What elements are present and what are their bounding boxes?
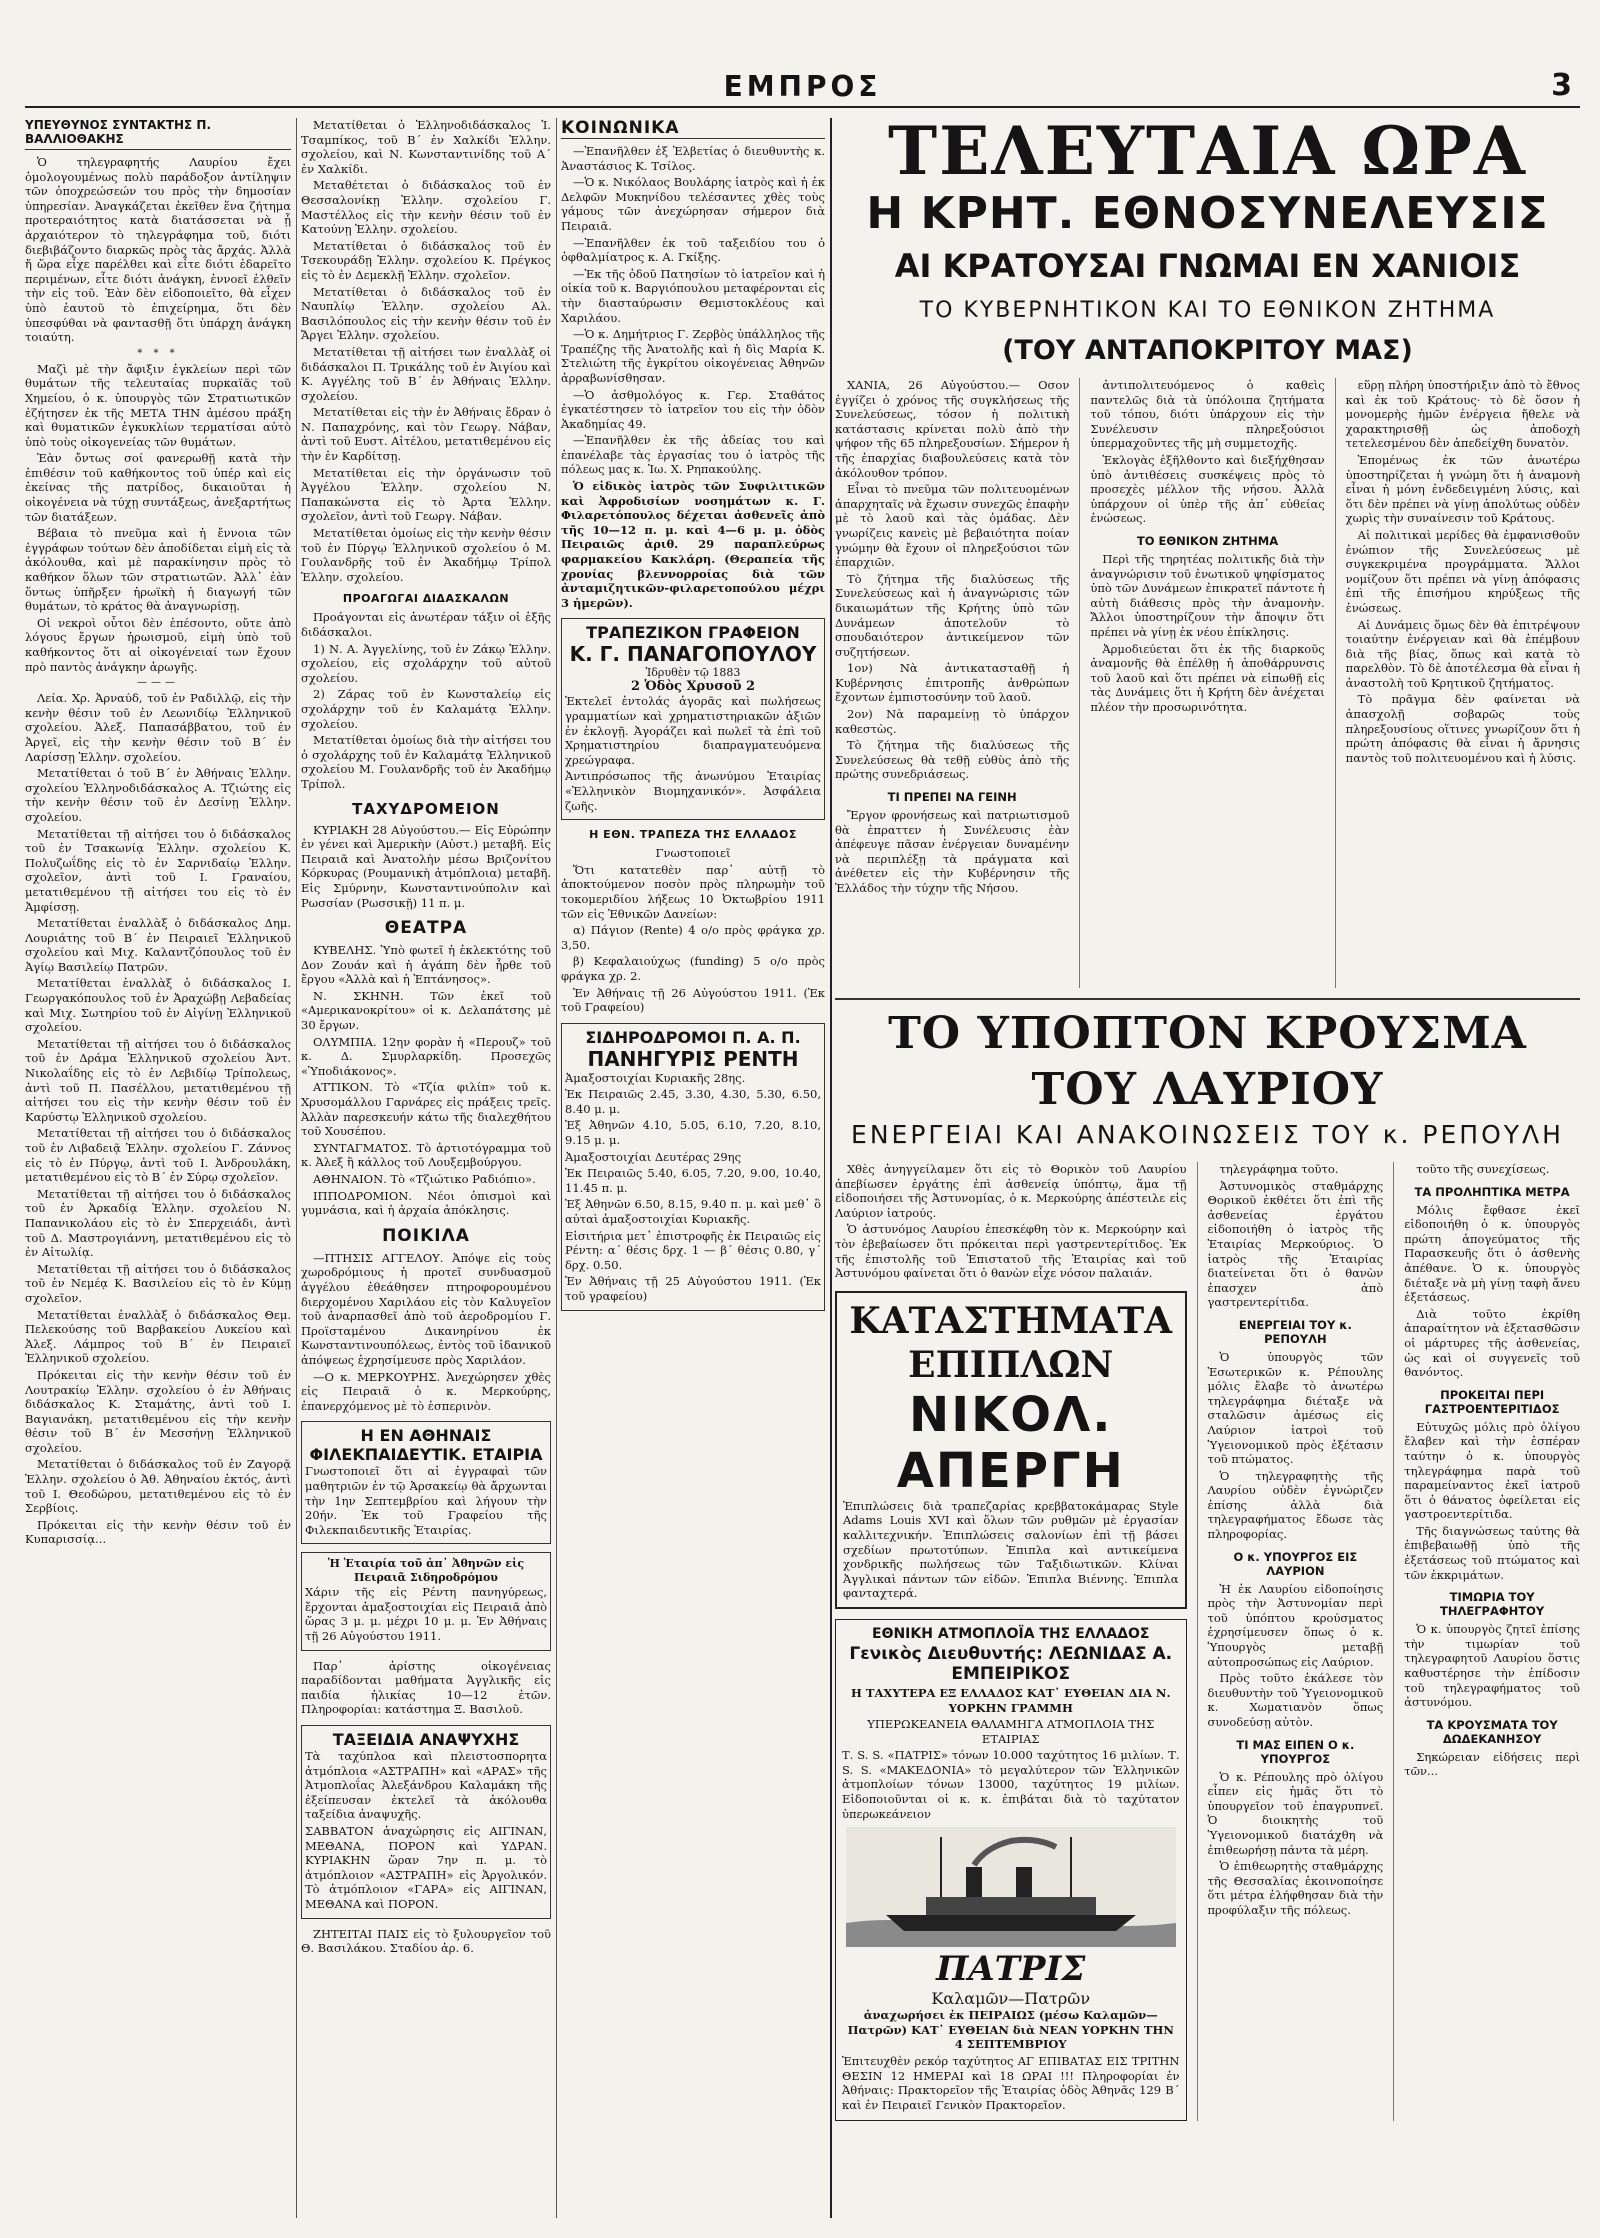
article-paragraph: Μετατίθεται ἐναλλὰξ ὁ διδάσκαλος Ι. Γεωργακόπουλος τοῦ ἐν Ἀραχώβῃ Λεβαδείας καὶ Μιχ. Σωτηρίου τοῦ ἐν Αἰγίνῃ Ἑλληνικοῦ σχολείου. — [25, 976, 291, 1035]
article-paragraph: Μόλις ἔφθασε ἐκεῖ εἰδοποιήθη ὁ κ. ὑπουργὸς πρώτη ἀπογεύματος τῆς Παρασκευῆς ὅτι ὁ ἀσθενὴς ἀπέθανε. Ὁ κ. ὑπουργὸς διέταξε νὰ μὴ γίνῃ ταφὴ ἄνευ ἐξετάσεως. — [1404, 1202, 1580, 1305]
article-paragraph: Προάγονται εἰς ἀνωτέραν τάξιν οἱ ἑξῆς διδάσκαλοι. — [301, 610, 551, 639]
article-paragraph: 2) Ζάρας τοῦ ἐν Κωνσταλείῳ εἰς σχολάρχην τοῦ ἐν Καλαμάτᾳ Ἑλλην. σχολείου. — [301, 687, 551, 731]
article-paragraph: εὕρῃ πλήρη ὑποστήριξιν ἀπὸ τὸ ἔθνος καὶ ἐκ τοῦ Κράτους· τὸ δὲ ὅσον ἡ μονομερὴς ἡμῶν ἐνέργεια ἤθελε νὰ χαρακτηρισθῇ ὡς ἀποδοχὴ τετελεσμένου δὲν ἀπεδείχθη δυνατὸν. — [1345, 378, 1580, 451]
section-heading: ΤΑΧΥΔΡΟΜΕΙΟΝ — [352, 799, 500, 818]
notice-text: Ἐν Ἀθήναις τῇ 25 Αὐγούστου 1911. (Ἐκ τοῦ γραφείου) — [565, 1274, 821, 1303]
separator: * * * — [137, 347, 179, 359]
article-paragraph: Τὸ πρᾶγμα δὲν φαίνεται νὰ ἀπασχολῇ σοβαρῶς τοὺς πληρεξουσίους οἵτινες γνωρίζουν ὅτι ἡ πρώτη ἀπόφασις θὰ εἶναι ἡ ἄρνησις παντὸς τοῦ πολιτευομένου καὶ ἡ λύσις. — [1345, 692, 1580, 765]
article-paragraph: Μετατίθεται εἰς τὴν ὀργάνωσιν τοῦ Ἀγγέλου Ἑλλην. σχολείου Ν. Παπακώνστα εἰς τὸ Ἀρτα Ἑλλην. σχολεῖον, ἀντὶ τοῦ Γεωργ. Νάβαν. — [301, 465, 551, 524]
article-paragraph: Ἐκλογὰς ἐξῆλθοντο καὶ διεξήχθησαν ὑπὸ ἀντιθέσεις συσκέψεις πρὸς τὸ προσεχὲς μέλλον τῆς νήσου. Ἀλλὰ ὑπάρχουν οἱ ὑπὲρ τῆς ἀπ᾽ εὐθείας ἑνώσεως. — [1090, 452, 1325, 526]
notice-text: Ἐξ Ἀθηνῶν 6.50, 8.15, 9.40 π. μ. καὶ μεθ᾽ ὃ αὐταὶ ἀμαξοστοιχίαι Κυριακῆς. — [565, 1197, 821, 1227]
ship-hull — [886, 1915, 1136, 1931]
article-paragraph: τοῦτο τῆς συνεχίσεως. — [1416, 1162, 1550, 1176]
article-paragraph: Ὁ τηλεγραφητής Λαυρίου ἔχει ὁμολογουμένως πολὺ παράδοξον ἀντίληψιν τῶν ὁποχρεώσεών του πρὸς τὴν δημοσίαν ὑπηρεσίαν. Ἀναγκάζεται ἐκεῖθεν ἕνα ζήτημα προτεραιότητος κατὰ διατάσσεται νὰ ᾖ ἀρχαιότερον τὸ τηλεγράφημα τοῦ, διότι διεβιβάζοντο διαρκῶς πρὸς τὰς ἄρχάς. Ἀλλὰ ἤ ὥρα εἶχε παρέλθει καὶ εἶτε διότι ἐδαρεῖτο περιμένων, εἶτε διότι ἀνάγκη, ἐννοεῖ ἐλθεῖν τὴν εἰς τοῦ. Ἐὰν δὲν εἰδοποιεῖτο, θὰ εἶχεν ὑπὸ ἑαυτοῦ τὸ ἐπιχείρημα, ὅτι δὲν ὑπεσφύθαι νὰ φαντασθῇ ὅτι ὑπάρχη ἀνάγκη τοιαύτη. — [25, 155, 291, 345]
notice-text: ΣΑΒΒΑΤΟΝ ἀναχώρησις εἰς ΑΙΓΙΝΑΝ, ΜΕΘΑΝΑ, ΠΟΡΟΝ καὶ ΥΔΡΑΝ. ΚΥΡΙΑΚΗΝ ὥραν 7ην π. μ. τὸ ἀτμόπλοιον «ΑΣΤΡΑΠΗ» εἰς Ἀργολικόν. Τὸ ἀτμόπλοιον «ΓΑΡΑ» εἰς ΑΙΓΙΝΑΝ, ΜΕΘΑΝΑ καὶ ΠΟΡΟΝ. — [305, 1824, 547, 1911]
column-3 — [561, 118, 825, 2218]
article-paragraph: Μετατίθεται ὁ διδάσκαλος τοῦ ἐν Ζαγορᾷ Ἑλλην. σχολείου ὁ Ἀθ. Ἀθηναίου ἐκτός, ἀντὶ τοῦ Ι. Θεοδώρου, μετατιθεμένου εἰς τὸ ἐν Σερβίοις. — [25, 1457, 291, 1516]
notice-heading: ΠΑΝΗΓΥΡΙΣ ΡΕΝΤΗ — [587, 1046, 799, 1071]
notice-text: Τὰ ταχύπλοα καὶ πλειστοσπορητα ἀτμόπλοια «ΑΣΤΡΑΠΗ» καὶ «ΑΡΑΣ» τῆς Ἀτμοπλοΐας Ἀλεξάνδρου Καλαμάκη τῆς ἐξείπευσαν ἐκτελεῖ τὰ ἀκόλουθα ταξείδια ἀναψυχῆς. — [305, 1749, 547, 1822]
article-paragraph: Ὁ τηλεγραφητὴς τῆς Λαυρίου οὐδὲν ἐγνώριζεν ἐπίσης ἀλλὰ διὰ τηλεγραφήματος ἔδωσε τὰς πληροφορίας. — [1207, 1468, 1384, 1542]
article-paragraph: β) Κεφαλαιούχως (funding) 5 ο/ο πρὸς φράγκα χρ. 2. — [561, 954, 825, 983]
article-subheading: ΤΟ ΕΘΝΙΚΟΝ ΖΗΤΗΜΑ — [1136, 533, 1279, 548]
ad-text: Ἐπιπλώσεις διὰ τραπεζαρίας κρεββατοκάμαρας Style Adams Louis XVI καὶ ὅλων τῶν ρυθμῶν μὲ ἐργασίαν καλλιτεχνικήν. Ἐπιπλώσεις σαλονίων ἐπὶ τῇ βάσει σχεδίων πρωτοτύπων. Ἐπιπλα καὶ αντικείμενα χονδρικῆς πωλήσεως τῶν Ταξιδιωτικῶν. Κλίναι Ἀγγλικαὶ πάντων τῶν εἰδῶν. Ἐπιπλα Βιέννης. Ἐπιπλα φανταχτερά. — [843, 1498, 1179, 1601]
notice-text: Χάριν τῆς εἰς Ρέντη πανηγύρεως, ἔρχονται ἀμαξοστοιχίαι εἰς Πειραιᾶ ἀπὸ ὥρας 3 μ. μ. μέχρι 10 μ. μ. Ἐν Ἀθήναις τῇ 26 Αὐγούστου 1911. — [305, 1585, 547, 1644]
article-column-wide — [835, 1162, 1187, 2121]
article-paragraph: Τὸ ζήτημα τῆς διαλύσεως τῆς Συνελεύσεως καὶ ἡ ἀναγνώρισις τῶν δικαιωμάτων τῆς Κρήτης ὑπὸ τῶν Δυνάμεων ἀποτελοῦν τὸ σπουδαιότερον ἀντικείμενον τῶν συζητήσεων. — [835, 571, 1070, 659]
article-paragraph: ΑΘΗΝΑΙΟΝ. Τὸ «Τζιώτικο Ραδιόπιο». — [313, 1172, 536, 1186]
article-paragraph: Μετατίθεται ὁ διδάσκαλος τοῦ ἐν Ναυπλίῳ Ἑλλην. σχολείου Αλ. Βασιλόπουλος εἰς τὴν κενὴν θέσιν τοῦ ἐν Ἄργει Ἑλλην. σχολείου. — [301, 284, 551, 343]
separator: ——— — [137, 677, 179, 689]
article-paragraph: Εὐτυχῶς μόλις πρὸ ὀλίγου ἔλαβεν καὶ τὴν ἐσπέραν ταύτην ὁ κ. ὑπουργὸς τηλεγράφημα παρὰ τοῦ παραμείναντος ἐκεῖ ἰατροῦ ὅτι ὁ θάνατος ὀφείλεται εἰς γαστροεντερίτιδα. — [1404, 1419, 1580, 1522]
notice-text: Ἐκ Πειραιῶς 2.45, 3.30, 4.30, 5.30, 6.50, 8.40 μ. μ. — [565, 1087, 821, 1116]
article-paragraph: Ὁ κ. Ρέπουλης πρὸ ὀλίγου εἶπεν εἰς ἡμᾶς ὅτι τὸ ὑπουργεῖον τοῦ ἐπαγρυπνεῖ. Ὁ διοικητὴς τοῦ Ὑγειονομικοῦ διατάχθη νὰ ἐπιθεωρήσῃ πάντα τὰ μέρη. — [1207, 1769, 1384, 1857]
article-column — [1079, 378, 1324, 988]
article-subheading: ΕΝΕΡΓΕΙΑΙ ΤΟΥ κ. ΡΕΠΟΥΛΗ — [1238, 1317, 1352, 1346]
column-rule — [296, 118, 297, 2218]
ship-route: Καλαμῶν—Πατρῶν — [931, 1989, 1091, 2009]
ad-heading: ΚΑΤΑΣΤΗΜΑΤΑ ΕΠΙΠΛΩΝ — [849, 1299, 1173, 1386]
article-column — [1197, 1162, 1384, 2121]
article-paragraph: Μετατίθεται ὁ Ἑλληνοδιδάσκαλος Ἰ. Τσαμπίκος, τοῦ Β΄ ἐν Χαλκίδι Ἑλλην. σχολείου, καὶ Ν. Κωνσταντινίδης τοῦ Α΄ ἐν Χαλκίδι. — [301, 118, 551, 176]
article-paragraph: Μετατίθεται ὁμοίως διὰ τὴν αἰτήσει του ὁ σχολάρχης τοῦ ἐν Καλαμάτᾳ Ἑλληνικοῦ σχολείου Μ. Γουλανδρῆς τοῦ ἐν Ἀκαδήμῳ Τρίπολ. — [301, 733, 551, 791]
article-paragraph: Λεία. Χρ. Ἀρναύδ, τοῦ ἐν Ραδιλλῷ, εἰς τὴν κενὴν θέσιν τοῦ ἐν Λεωνιδίῳ Ἑλληνικοῦ σχολείου. Ἀλεξ. Παπασάββατου, τοῦ ἐν Ἀργεῖ, εἰς τὴν κενὴν θέσιν τοῦ Β΄ ἐν Λαρίσσῃ Ἑλλην. σχολείου. — [25, 691, 291, 764]
railway-notice — [561, 1023, 825, 1311]
article-paragraph: Μετατίθεται τῇ αἰτήσει του ὁ διδάσκαλος τοῦ ἐν Λιβαδειᾷ Ἑλλην. σχολείου Γ. Ζάννος εἰς τὸ ἐν Πύργῳ, ἀντὶ τοῦ Ι. Ἀνδρουλάκη, μετατιθεμένου εἰς τὸ Β΄ ἐν Σύρῳ σχολεῖον. — [25, 1126, 291, 1185]
notice-text: Ἐκ Πειραιῶς 5.40, 6.05, 7.20, 9.00, 10.40, 11.45 π. μ. — [565, 1166, 821, 1195]
notice-box — [301, 1552, 551, 1650]
editor-byline: ΥΠΕΥΘΥΝΟΣ ΣΥΝΤΑΚΤΗΣ Π. ΒΑΛΛΙΟΘΑΚΗΣ — [25, 118, 291, 150]
notice-text: Εἰσιτήρια μετ᾽ ἐπιστροφῆς ἐκ Πειραιῶς εἰς Ρέντη: α΄ θέσις δρχ. 1 — β΄ θέσις 0.80, γ΄ δρχ. 0.50. — [565, 1228, 821, 1272]
section-heading: ΘΕΑΤΡΑ — [384, 918, 468, 939]
article-column — [835, 378, 1069, 988]
article-paragraph: ΧΑΝΙΑ, 26 Αὐγούστου.— Οσον ἐγγίζει ὁ χρόνος τῆς συγκλήσεως τῆς Συνελεύσεως, τόσον ἡ πολιτικὴ κατάστασις κρίνεται πολὺ ἀπὸ τὴν ψήφον τῆς 65 πληρεξουσίων. Σήμερον ἡ τῆς ἐπαρχίας διαβουλεύσεις κατὰ τὸν ἀκόλουθον τρόπον. — [835, 378, 1070, 480]
ad-heading: ΤΡΑΠΕΖΙΚΟΝ ΓΡΑΦΕΙΟΝ — [586, 623, 800, 643]
article-subheading: ΤΑ ΠΡΟΛΗΠΤΙΚΑ ΜΕΤΡΑ — [1414, 1184, 1570, 1199]
notice-text: Γνωστοποιεῖ ὅτι αἱ ἐγγραφαὶ τῶν μαθητριῶν ἐν τῷ Ἀρσακείῳ θὰ ἄρχωνται τὴν 1ην Σεπτεμβρίου καὶ λήγουν τὴν 20ήν. Ἐκ τοῦ Γραφείου τῆς Φιλεκπαιδευτικῆς Ἑταιρίας. — [305, 1464, 547, 1537]
article-paragraph: Ἐπομένως ἐκ τῶν ἀνωτέρω ὑποστηρίζεται ἡ γνώμη ὅτι ἡ ἀναμονὴ εἶναι ἡ μόνη ἐνδεδειγμένη λύσις, καὶ ὅτι δὲν πρέπει νὰ γίνῃ ἀπολύτως οὐδὲν χωρὶς τὴν συναίνεσιν τοῦ Κράτους. — [1345, 452, 1580, 526]
article-paragraph: Ἔργον φρονήσεως καὶ πατριωτισμοῦ θὰ ἐπραττεν ἡ Συνέλευσις ἐὰν ἀπέφευγε πᾶσαν ἐνέργειαν δυναμένην νὰ περιπλέξῃ τὰ πράγματα καὶ ἀνέθετεν εἰς τὴν Κυβέρνησιν τῆς Ἑλλάδος τὴν τύχην τῆς Νήσου. — [835, 808, 1070, 895]
article-paragraph: —Ὁ κ. Δημήτριος Γ. Ζερβὸς ὑπάλληλος τῆς Τραπέζης τῆς Ἀνατολῆς καὶ ἡ δὶς Μαρία Κ. Στελιώτη τῆς ἐγκρίτου οἰκογένειας Ἀθηνῶν ἀρραβωνίσθησαν. — [561, 327, 825, 385]
article-subheading: Ο κ. ΥΠΟΥΡΓΟΣ ΕΙΣ ΛΑΥΡΙΟΝ — [1233, 1549, 1358, 1578]
article-paragraph: τηλεγράφημα τοῦτο. — [1219, 1162, 1339, 1176]
article-paragraph: Εἶναι τὸ πνεῦμα τῶν πολιτευομένων ἀπαρχηταῖς νὰ ἔχωσιν συνεχῶς ἐπαφὴν μὲ τὸ λαοῦ καὶ τὰς ὁμάδας. Δὲν γνωρίζεις κανεὶς μὲ βεβαιότητα ποίαν γνώμην θὰ ἔχουν οἱ πληρεξούσιοι τῶν ἐπαρχιῶν. — [835, 482, 1070, 570]
furniture-advertisement — [835, 1291, 1187, 1609]
main-headline: ΤΕΛΕΥΤΑΙΑ ΩΡΑ — [887, 118, 1527, 190]
ad-text: ἀναχωρήσει ἐκ ΠΕΙΡΑΙΩΣ (μέσω Καλαμῶν—Πατρῶν) ΚΑΤ᾽ ΕΥΘΕΙΑΝ διὰ ΝΕΑΝ ΥΟΡΚΗΝ ΤΗΝ 4 ΣΕΠΤΕΜΒΡΙΟΥ — [847, 2008, 1174, 2052]
crete-article — [835, 378, 1580, 988]
section-heading: ΚΟΙΝΩΝΙΚΑ — [561, 118, 825, 139]
notice-box — [301, 1725, 551, 1919]
article-paragraph: Ὁ ἀστυνόμος Λαυρίου ἐπεσκέφθη τὸν κ. Μερκούρην καὶ τὸν ἐβεβαίωσεν ὅτι πρόκειται περὶ γαστρεντερίτιδος. Ἐκ τῆς ἐπιστολῆς τοῦ Ἐπιστατοῦ τῆς Ἑταιρίας καὶ τοῦ Ἀστυνόμου φαίνεται ὅτι ὁ θανὼν εἶχε νόσον παλαιάν. — [835, 1222, 1187, 1281]
lavrion-article — [835, 1162, 1580, 2121]
ad-text: Ἐκτελεῖ ἐντολάς ἀγορᾶς καὶ πωλήσεως γραμματίων καὶ χρηματιστηριακῶν ἀξιῶν ἐν ἐκλογῇ. Ἀγοράζει καὶ πωλεῖ τὰ ἐπὶ τοῦ Χρηματιστηρίου διαπραγματευόμενα χρεώγραφα. — [565, 694, 821, 767]
article-paragraph: Ἀστυνομικὸς σταθμάρχης Θορικοῦ ἐκθέτει ὅτι ἐπὶ τῆς ἀσθενείας ἐργάτου εἰδοποιήθη ὁ ἰατρὸς τῆς Ἑταιρίας Μερκούριος. Ὁ ἰατρὸς τῆς Ἑταιρίας διατείνεται ὅτι ὁ θανὼν ἐπασχεν ἀπὸ γαστρεντερίτιδα. — [1207, 1178, 1384, 1310]
notice-heading: Η ΕΝ ΑΘΗΝΑΙΣ ΦΙΛΕΚΠΑΙΔΕΥΤΙΚ. ΕΤΑΙΡΙΑ — [309, 1426, 543, 1465]
ship-funnel — [966, 1867, 982, 1897]
article-paragraph: Βέβαια τὸ πνεῦμα καὶ ἡ ἔννοια τῶν ἐγγράφων τούτων δὲν ἀποδίδεται εἰμὴ εἰς τὰ ἀκόλουθα, καὶ μὲ παρακίνησιν πρὸς τὸ καθήκον ὅλων τῶν στρατιωτῶν. Ἀλλ᾽ ἐὰν ὅντως ὑπῆρξεν ἡρωϊκὴ ἡ διαγωγή τῶν θυμάτων, τὸ κράτος θὰ ἀναγνωρίσῃ. — [25, 526, 291, 614]
article-paragraph: —Ἐπανῆλθεν ἐκ τοῦ ταξειδίου του ὁ ὀφθαλμίατρος κ. Α. Γκίξης. — [561, 235, 825, 265]
article-paragraph: —Ο κ. ΜΕΡΚΟΥΡΗΣ. Ἀνεχώρησεν χθὲς εἰς Πειραιᾶ ὁ κ. Μερκούρης, ἐπανερχόμενος μὲ τὸ ἑσπερινὸν. — [301, 1369, 551, 1413]
article-paragraph: α) Πάγιον (Rente) 4 ο/ο πρὸς φράγκα χρ. 3,50. — [561, 923, 825, 952]
article-paragraph: Μεταθέτεται ὁ διδάσκαλος τοῦ ἐν Θεσσαλονίκῃ Ἑλλην. σχολείου Γ. Μαστέλλος εἰς τὴν κενὴν θέσιν τοῦ ἐν Κατούνῃ Ἑλλην. σχολείου. — [301, 178, 551, 237]
article-paragraph: Ὁ κ. ὑπουργὸς ζητεῖ ἐπίσης τὴν τιμωρίαν τοῦ τηλεγραφητοῦ Λαυρίου ὅστις καθυστέρησε τὴν ἐπίδοσιν τοῦ τηλεγραφήματος τοῦ ἀστυνόμου. — [1404, 1622, 1580, 1710]
newspaper-title: ΕΜΠΡΟΣ — [723, 70, 882, 103]
article-paragraph: Γνωστοποιεῖ — [655, 846, 731, 861]
article-paragraph: Ν. ΣΚΗΝΗ. Τῶν ἐκεῖ τοῦ «Αμερικανοκρίτου» οἱ κ. Δελαπάτσης μὲ 30 ἔργων. — [301, 988, 551, 1033]
article-paragraph: Περὶ τῆς τηρητέας πολιτικῆς διὰ τὴν ἀναγνώρισιν τοῦ ἐνωτικοῦ ψηφίσματος ὑπὸ τῶν Δυνάμεων ἐπικρατεῖ πάντοτε ἡ αὐτὴ διάθεσις πρὸς τὴν ἀναμονὴν. Ἄλλοι ὑποστηρίζουν τὴν ἄποψιν ὅτι πρέπει νὰ γίνῃ ἐκ νέου ἐπίκλησις. — [1090, 551, 1325, 639]
lavrion-headline: ΤΟ ΥΠΟΠΤΟΝ ΚΡΟΥΣΜΑ ΤΟΥ ΛΑΥΡΙΟΥ — [835, 998, 1580, 1118]
article-paragraph: ΑΤΤΙΚΟΝ. Τὸ «Τζία φιλίπ» τοῦ κ. Χρυσομάλλου Γαρνάρες εἰς πράξεις τρεῖς. Ἀλλὰν παρεσκευήν κάτω τῆς διαλεχθήτου τοῦ Χουσέπου. — [301, 1080, 551, 1139]
ad-heading: Κ. Γ. ΠΑΝΑΓΟΠΟΥΛΟΥ — [569, 642, 817, 667]
article-subheading: ΤΙ ΜΑΣ ΕΙΠΕΝ Ο κ. ΥΠΟΥΡΓΟΣ — [1236, 1737, 1355, 1766]
article-paragraph: Μετατίθεται εἰς τὴν ἐν Ἀθήναις ἔδραν ὁ Ν. Παπαχρόνης, καὶ τὸν Γεωργ. Νάβαν, ἀντὶ τοῦ Ευστ. Αἰτέλου, μετατιθεμένου εἰς τὴν ἐν Καρδίτσῃ. — [301, 405, 551, 464]
article-paragraph: Διὰ τοῦτο ἐκρίθη ἀπαραίτητον νὰ ἐξετασθῶσιν οἱ μάρτυρες τῆς ἀσθενείας, ὡς καὶ οἱ συγγενεῖς τοῦ θανόντος. — [1404, 1306, 1580, 1380]
notice-heading: Ἡ Ἑταιρία τοῦ ἀπ᾽ Ἀθηνῶν εἰς Πειραιᾶ Σιδηροδρόμου — [327, 1557, 525, 1585]
ad-text: Η ΤΑΧΥΤΕΡΑ ΕΞ ΕΛΛΑΔΟΣ ΚΑΤ᾽ ΕΥΘΕΙΑΝ ΔΙΑ Ν. ΥΟΡΚΗΝ ΓΡΑΜΜΗ — [851, 1685, 1171, 1715]
section-heading: ΠΡΟΑΓΩΓΑΙ ΔΙΔΑΣΚΑΛΩΝ — [342, 592, 510, 606]
article-paragraph: Τῆς διαγνώσεως ταύτης θὰ ἐπιβεβαιωθῇ ὑπὸ τῆς ἐξετάσεως τοῦ πτώματος καὶ τῶν ἐκκριμάτων. — [1404, 1523, 1580, 1582]
right-section — [835, 118, 1580, 2218]
article-paragraph: Ἡ ἐκ Λαυρίου εἰδοποίησις πρὸς τὴν Ἀστυνομίαν περὶ τοῦ ὑπόπτου κρούσματος ἐχρησίμευσεν ὅπως ὁ κ. Ὑπουργὸς μεταβῇ αὐτοπροσώπως εἰς Λαύριον. — [1207, 1581, 1384, 1669]
masthead — [25, 68, 1580, 108]
article-paragraph: Αἱ Δυνάμεις ὅμως δὲν θὰ ἐπιτρέψουν τοιαύτην ἐνέργειαν καὶ θὰ ἐπέμβουν διὰ τῆς βίας, ὅπως καὶ κατὰ τὸ παρελθὸν. Τὸ δὲ ἀποτέλεσμα θὰ εἶναι ἡ ἀναστολὴ τοῦ Κρητικοῦ ζητήματος. — [1345, 617, 1580, 690]
article-paragraph: Μετατίθεται ἐναλλὰξ ὁ διδάσκαλος Θεμ. Πελεκούσης τοῦ Βαρβακείου Λυκείου καὶ Ἀλεξ. Λάμπρος τοῦ Β΄ ἐν Πειραιεῖ Ἑλληνικοῦ σχολείου. — [25, 1307, 291, 1366]
notice-text: Ἐξ Ἀθηνῶν 4.10, 5.05, 6.10, 7.20, 8.10, 9.15 μ. μ. — [565, 1118, 821, 1148]
notice-heading: ΣΙΔΗΡΟΔΡΟΜΟΙ Π. Α. Π. — [585, 1027, 801, 1047]
article-paragraph: ἀντιπολιτευόμενος ὁ καθεὶς παντελῶς διὰ τὰ ὑπόλοιπα ζητήματα τοῦ τόπου, διότι ὑπάρχουν εἰς τὴν Συνέλευσιν πληρεξούσιοι ὑπερμαχοῦντες τῆς μὴ συμμετοχῆς. — [1090, 378, 1325, 451]
article-column — [1335, 378, 1580, 988]
notice-box — [301, 1421, 551, 1544]
article-paragraph: —Ὁ κ. Νικόλαος Βουλάρης ἰατρὸς καὶ ἡ ἐκ Δελφῶν Μυκηνίδου τελέσαντες χθὲς τοὺς γάμους τῶν ἀνεχώρησαν σήμερον διὰ Πειραιᾶ. — [561, 175, 825, 233]
article-paragraph: Μετατίθεται τῇ αἰτήσει του ὁ διδάσκαλος τοῦ ἐν Ἀρκαδίᾳ Ἑλλην. σχολείου Ν. Παπανικολάου εἰς τὸ ἐν Σπερχειάδι, ἀντὶ τοῦ Δ. Μαστρογιάννη, μετατιθεμένου εἰς τὸ ἐν Αἰτωλίᾳ. — [25, 1186, 291, 1260]
article-paragraph: Μαζὶ μὲ τὴν ἄφιξιν ἐγκλείων περὶ τῶν θυμάτων τῆς τελευταίας πυρκαϊᾶς τοῦ Χημείου, ὁ κ. ὑπουργὸς τῶν Στρατιωτικῶν ἐζήτησεν ἐκ τῆς ΜΕΤΑ ΤΗΝ ἀμέσου πράξη καὶ θυματικῶν ἐγκυκλίων τερματίσαι αὐτὸ ὑπὸ τοὺς οἰκογενείας τῶν θυμάτων. — [25, 361, 291, 449]
article-paragraph: Μετατίθεται τῇ αἰτήσει του ὁ διδάσκαλος τοῦ ἐν Τσακωνίᾳ Ἑλλην. σχολείου Κ. Πολυζωΐδης εἰς τὸ ἐν Σαρνιδαίῳ Ἑλλην. σχολεῖον, ἀντὶ τοῦ Ι. Γραναίου, μετατιθεμένου τῇ αἰτήσει του εἰς τὸ ἐν Ἀμφίσσῃ. — [25, 826, 291, 914]
article-paragraph: Ἀρμοδιεύεται ὅτι ἐκ τῆς διαρκοῦς ἀναμονῆς θὰ ἐπέλθῃ ἡ ἀποθάρρυνσις τοῦ λαοῦ καὶ ὅτι πρέπει νὰ εἰπωθῇ εἰς τὰς Δυνάμεις ὅτι ἡ Κρήτη δὲν ἀνέχεται πλέον τὴν προσωρινότητα. — [1090, 641, 1325, 714]
ad-heading: ΕΘΝΙΚΗ ΑΤΜΟΠΛΟΪΑ ΤΗΣ ΕΛΛΑΔΟΣ — [872, 1625, 1150, 1642]
article-paragraph: Ἐν Ἀθήναις τῇ 26 Αὐγούστου 1911. (Ἐκ τοῦ Γραφείου) — [561, 985, 825, 1015]
article-subheading: ΤΑ ΚΡΟΥΣΜΑΤΑ ΤΟΥ ΔΩΔΕΚΑΝΗΣΟΥ — [1426, 1717, 1558, 1746]
ad-text: Ἐπιτευχθὲν ρεκόρ ταχύτητος ΑΓ ΕΠΙΒΑΤΑΣ ΕΙΣ ΤΡΙΤΗΝ ΘΕΣΙΝ 12 ΗΜΕΡΑΙ καὶ 18 ΩΡΑΙ !!! Πληροφορίαι ἐν Ἀθήναις: Πρακτορεῖον τῆς Ἑταιρίας ὁδὸς Ἀθηνᾶς 129 Β΄ καὶ ἐν Πειραιεῖ Γενικὸν Πρακτορεῖον. — [842, 2054, 1180, 2112]
ad-heading: Γενικὸς Διευθυντής: ΛΕΩΝΙΔΑΣ Α. ΕΜΠΕΙΡΙΚΟΣ — [849, 1643, 1173, 1684]
article-paragraph: Πρόκειται εἰς τὴν κενὴν θέσιν τοῦ ἐν Λουτρακίῳ Ἑλλην. σχολείου ὁ ἐν Ἀθήναις διδάσκαλος Κ. Σταμάτης, ἀντὶ τοῦ Ι. Βαγιανάκη, μετατιθεμένου εἰς τὴν κενὴν θέσιν τοῦ Β΄ ἐν Μεσσήνῃ Ἑλληνικοῦ σχολείου. — [25, 1367, 291, 1455]
article-paragraph: Μετατίθεται ὁ τοῦ Β΄ ἐν Ἀθήναις Ἑλλην. σχολείου Ἑλληνοδιδάσκαλος Α. Τζιώτης εἰς τὴν κενὴν θέσιν τοῦ ἐν Δεσίνῃ Ἑλλην. σχολείου. — [25, 766, 291, 824]
article-paragraph: —ΠΤΗΣΙΣ ΑΓΓΕΛΟΥ. Ἀπόψε εἰς τοὺς χωροδρόμιους ἡ προτεῖ συνδυασμοῦ ἀγγέλου ἐθεάθησεν πτηροφορουμένου διερχομένου Χαριλάου εἰς τὸν Καλυγεῖον τοῦ ἀναρπασθεῖ ἀπὸ τοῦ ἀεροδρομίου Γ. Προϊσταμένου Δικανηρίνου ἐκ Κωνσταντινουπόλεως, ἐντὸς τοῦ ἰδανικοῦ ἀπόψεως ἐχρησίμευσε πρὸς Χαριλάον. — [301, 1250, 551, 1367]
article-paragraph: 2ον) Νὰ παραμείνῃ τὸ ὑπάρχον καθεστὼς. — [835, 707, 1070, 736]
article-paragraph: Μετατίθεται τῇ αἰτήσει του ὁ διδάσκαλος τοῦ ἐν Δράμα Ἑλληνικοῦ σχολείου Ἀντ. Νικολαΐδης εἰς τὸ ἐν Λεβιδίῳ Τρίπολεως, ἀντὶ τοῦ Π. Πασέλλου, μετατιθεμένου τῇ αἰτήσει του εἰς τὴν κενὴν θέσιν τοῦ ἐν Καρύστῳ Ἑλληνικοῦ σχολείου. — [25, 1036, 291, 1124]
ad-text: ΥΠΕΡΩΚΕΑΝΕΙΑ ΘΑΛΑΜΗΓΑ ΑΤΜΟΠΛΟΙΑ ΤΗΣ ΕΤΑΙΡΙΑΣ — [867, 1717, 1155, 1746]
column-2 — [301, 118, 551, 2218]
column-1 — [25, 118, 291, 2218]
ship-name: ΠΑΤΡΙΣ — [936, 1949, 1086, 1990]
ship-deck — [926, 1897, 1096, 1915]
article-subheading: ΤΙ ΠΡΕΠΕΙ ΝΑ ΓΕΙΝΗ — [887, 790, 1017, 805]
article-paragraph: —Ἐκ τῆς ὁδοῦ Πατησίων τὸ ἰατρεῖον καὶ ἡ οἰκία τοῦ κ. Βαργιόπουλου μεταφέρονται εἰς τὴν διασταύρωσιν Θεμιστοκλέους καὶ Χαριλάου. — [561, 266, 825, 325]
article-paragraph: Τὸ ζήτημα τῆς διαλύσεως τῆς Συνελεύσεως θὰ τεθῇ εὐθὺς ἀπὸ τῆς πρώτης συνεδριάσεως. — [835, 738, 1070, 782]
column-rule — [556, 118, 557, 2218]
ad-heading: ΝΙΚΟΛ. ΑΠΕΡΓΗ — [896, 1386, 1125, 1499]
article-paragraph: ΚΥΡΙΑΚΗ 28 Αὐγούστου.— Εἰς Εὐρώπην ἐν γένει καὶ Ἀμερικὴν (Αὐστ.) μεταβῆ. Εἰς Πειραιᾶ καὶ Ἀνατολὴν μέσω Βριζονίτου Κόρκυρας (Ρουμανικὴ ἀτμόπλοια) μεταβῆ. Εἰς Σμύρνην, Κωνσταντινούπολιν καὶ Ρωσσίαν (Ρωσσικῇ) 11 π. μ. — [301, 822, 551, 910]
article-paragraph: 1ον) Νὰ ἀντικατασταθῇ ἡ Κυβέρνησις ἐπιτροπῆς ἀνθρώπων ἔχοντων ἐμπιστοσύνην τοῦ λαοῦ. — [835, 661, 1070, 705]
ad-text: Ἀντιπρόσωπος τῆς ἀνωνύμου Ἑταιρίας «Ἑλληνικὸν Βιομηχανικόν». Ἀσφάλεια ζωῆς. — [565, 769, 821, 813]
article-paragraph: —Ἐπανῆλθεν ἐξ Ἐλβετίας ὁ διευθυντὴς κ. Ἀναστάσιος Κ. Τσίλος. — [561, 144, 825, 173]
article-paragraph: ΚΥΒΕΛΗΣ. Ὑπὸ φωτεῖ ἡ ἐκλεκτότης τοῦ Δον Ζουάν καὶ ἡ ἀγάπη δὲν ἦρθε τοῦ ἔργου «Ἀλλὰ καὶ ἡ Ἐπτάνησος». — [301, 943, 551, 987]
article-paragraph: Οἱ νεκροὶ οὗτοι δὲν ἐπέσοντο, οὔτε ἀπὸ λόγους ἔργων ἡρωισμοῦ, εἰμὴ ὑπὸ τοῦ καθήκοντος ὅτι αἱ οἰκογένειαί των ἔχουν πρὸ παντὸς ἀνάγκην ἀρωγῆς. — [25, 615, 291, 674]
article-paragraph: Πρὸς τοῦτο ἐκάλεσε τὸν διευθυντὴν τοῦ Ὑγειονομικοῦ κ. Χωματιανὸν ὅπως συνοδεύσῃ αὐτὸν. — [1207, 1671, 1384, 1729]
headline: Η ΚΡΗΤ. ΕΘΝΟΣΥΝΕΛΕΥΣΙΣ — [866, 188, 1549, 239]
article-paragraph: Παρ᾽ ἀρίστης οἰκογένειας παραδίδονται μαθήματα Ἀγγλικῆς εἰς παιδία ἡλικίας 10—12 ἐτῶν. Πληροφορίαι: κατάστημα Ξ. Βασιλοῦ. — [301, 1658, 551, 1717]
article-paragraph: —Ἐπανῆλθεν ἐκ τῆς ἀδείας του καὶ ἐπανέλαβε τὰς ἐργασίας του ὁ ἰατρὸς τῆς πόλεως μας κ. Ἰω. Χ. Ρηπακούλης. — [561, 433, 825, 477]
shipping-advertisement — [835, 1619, 1187, 2122]
article-paragraph: Χθὲς ἀνηγγείλαμεν ὅτι εἰς τὸ Θορικὸν τοῦ Λαυρίου ἀπεβίωσεν ἐργάτης ἐπὶ ἀσθενείᾳ ὑπόπτῳ, ἅμα τῇ εἰδοποιήσει τῆς Ἀστυνομίας, ὁ κ. Μερκούρης ἀπέστειλε εἰς Λαύριον ἰατρούς. — [835, 1162, 1187, 1220]
article-paragraph: Μετατίθεται ὁμοίως εἰς τὴν κενὴν θέσιν τοῦ ἐν Πύργῳ Ἑλληνικοῦ σχολείου ὁ Μ. Γουλανδρῆς τοῦ ἐν Ἀκαδήμῳ Τρίπολ Ἑλλην. σχολείου. — [301, 526, 551, 584]
column-rule — [830, 118, 832, 2218]
article-paragraph: Ὁ εἰδικὸς ἰατρὸς τῶν Συφιλιτικῶν καὶ Ἀφροδισίων νοσημάτων κ. Γ. Φιλαρετόπουλος δέχεται ἀσθενεῖς ἀπὸ τῆς 10—12 π. μ. καὶ 4—6 μ. μ. ὁδὸς Πειραιῶς ἀριθ. 29 παραπλεύρως φαρμακείου Κακλάρη. (Θεραπεία τῆς χρονίας βλεννορροίας διὰ τῶν ἀνταμιζητικῶν-φιλαρετοπούλου μέχρι 3 ἡμερῶν). — [561, 479, 825, 610]
lavrion-subheadline: ΕΝΕΡΓΕΙΑΙ ΚΑΙ ΑΝΑΚΟΙΝΩΣΕΙΣ ΤΟΥ κ. ΡΕΠΟΥΛΗ — [851, 1120, 1564, 1149]
page-number: 3 — [1551, 68, 1572, 103]
ad-text: 2 Ὁδὸς Χρυσοῦ 2 — [630, 679, 756, 695]
article-paragraph: Μετατίθεται τῇ αἰτήσει του ὁ διδάσκαλος τοῦ ἐν Νεμέᾳ Κ. Βασιλείου εἰς τὸ ἐν Κύμῃ σχολεῖον. — [25, 1261, 291, 1305]
subheadline: ΤΟ ΚΥΒΕΡΝΗΤΙΚΟΝ ΚΑΙ ΤΟ ΕΘΝΙΚΟΝ ΖΗΤΗΜΑ — [919, 298, 1496, 323]
ship-funnel — [1016, 1867, 1032, 1897]
section-heading: Η ΕΘΝ. ΤΡΑΠΕΖΑ ΤΗΣ ΕΛΛΑΔΟΣ — [589, 828, 797, 842]
notice-text: Ἀμαξοστοιχίαι Κυριακῆς 28ης. — [565, 1070, 746, 1085]
article-paragraph: Ὅτι κατατεθὲν παρ᾽ αὐτῇ τὸ ἀποκτούμενον ποσὸν πρὸς πληρωμὴν τοῦ τοκομεριδίου λήξεως 10 Ὀκτωβρίου 1911 τῶν εἰς Ἐθνικῶν Δανείων: — [561, 862, 825, 921]
article-paragraph: Ὁ ὑπουργὸς τῶν Ἐσωτερικῶν κ. Ρέπουλης μόλις ἔλαβε τὸ ἀνωτέρω τηλεγράφημα διέταξε νὰ σταλῶσιν ἀμέσως εἰς Λαύριον ἰατροὶ τοῦ Ὑγειονομικοῦ πρὸς ἐξέτασιν τοῦ πτώματος. — [1207, 1349, 1384, 1467]
article-paragraph: ΣΥΝΤΑΓΜΑΤΟΣ. Τὸ ἀρτιοτόγραμμα τοῦ κ. Ἀλεξ ἢ κάλλος τοῦ Λουξεμβούργου. — [301, 1140, 551, 1170]
notice-heading: ΤΑΞΕΙΔΙΑ ΑΝΑΨΥΧΗΣ — [332, 1730, 520, 1750]
ad-text: Τ. S. S. «ΠΑΤΡΙΣ» τόνων 10.000 ταχύτητος 16 μιλίων. Τ. S. S. «ΜΑΚΕΔΟΝΙΑ» τὸ μεγαλύτερον τῶν Ἑλληνικῶν ἀτμοπλοίων τόνων 13000, ταχύτητος 19 μιλίων. Εἰδοποιοῦνται οἱ κ. κ. ἐπιβάται διὰ τὸ ταχύτατον ὑπερωκεάνειον — [842, 1748, 1180, 1821]
article-paragraph: Μετατίθεται ἐναλλὰξ ὁ διδάσκαλος Δημ. Λουριάτης τοῦ Β΄ ἐν Πειραιεῖ Ἑλληνικοῦ σχολείου καὶ Μιχ. Καλαντζόπουλος τοῦ ἐν Ἀγίῳ Βασιλείῳ Πατρῶν. — [25, 916, 291, 974]
subheadline: (ΤΟΥ ΑΝΤΑΠΟΚΡΙΤΟΥ ΜΑΣ) — [1002, 335, 1413, 366]
article-paragraph: Σηκώρειαν εἰδήσεις περὶ τῶν... — [1404, 1749, 1580, 1779]
article-paragraph: ΟΛΥΜΠΙΑ. 12ην φορὰν ἡ «Περουζ» τοῦ κ. Δ. Σμυρλαρκίδη. Προσεχῶς «Ὑποδιάκονος». — [301, 1034, 551, 1078]
article-column — [1393, 1162, 1580, 2121]
bank-advertisement — [561, 618, 825, 820]
article-subheading: ΤΙΜΩΡΙΑ ΤΟΥ ΤΗΛΕΓΡΑΦΗΤΟΥ — [1440, 1590, 1545, 1619]
article-paragraph: ΖΗΤΕΙΤΑΙ ΠΑΙΣ εἰς τὸ ξυλουργεῖον τοῦ Θ. Βασιλάκου. Σταδίου ἀρ. 6. — [301, 1926, 551, 1956]
headline: ΑΙ ΚΡΑΤΟΥΣΑΙ ΓΝΩΜΑΙ ΕΝ ΧΑΝΙΟΙΣ — [894, 247, 1521, 285]
article-paragraph: ΙΠΠΟΔΡΟΜΙΟΝ. Νέοι ὁπισμοὶ καὶ γυμνάσια, καὶ ἡ ἀρχαία ἀπόκλησις. — [301, 1188, 551, 1218]
notice-text: Ἀμαξοστοιχίαι Δευτέρας 29ης — [565, 1149, 742, 1164]
article-paragraph: Μετατίθεται ὁ διδάσκαλος τοῦ ἐν Τσεκουράδῃ Ἑλλην. σχολείου Κ. Πρέγκος εἰς τὸ ἐν Δεμεκλῇ Ἑλλην. σχολεῖον. — [301, 238, 551, 282]
article-paragraph: Ἐὰν ὄντως σοί φανερωθῇ κατὰ τὴν ἐπιθέσιν τοῦ καθήκοντος τοῦ ὑπέρ καὶ εἰς ἐκείνας τῆς πατρίδος, δικαιοῦται ἡ οἰκογένεια νὰ τύχῃ συντάξεως, ἀνεξαρτήτως τῶν διατάξεων. — [25, 451, 291, 524]
steamship-illustration — [846, 1827, 1176, 1947]
article-paragraph: Αἱ πολιτικαὶ μερίδες θὰ ἐμφανισθοῦν ἐνώπιον τῆς Συνελεύσεως μὲ συγκεκριμένα προγράμματα. Ἄλλοι νομίζουν ὅτι πρέπει νὰ γίνῃ ἀπόφασις ἐπὶ τῆς ἐπισήμου κηρύξεως τῆς ἑνώσεως. — [1345, 527, 1580, 615]
section-heading: ΠΟΙΚΙΛΑ — [382, 1225, 470, 1246]
article-subheading: ΠΡΟΚΕΙΤΑΙ ΠΕΡΙ ΓΑΣΤΡΟΕΝΤΕΡΙΤΙΔΟΣ — [1424, 1387, 1560, 1416]
article-paragraph: Πρόκειται εἰς τὴν κενὴν θέσιν τοῦ ἐν Κυπαρισσίᾳ... — [25, 1517, 291, 1547]
article-paragraph: 1) Ν. Α. Ἀγγελίνης, τοῦ ἐν Ζάκῳ Ἑλλην. σχολείου, εἰς σχολάρχην τοῦ αὐτοῦ σχολείου. — [301, 641, 551, 685]
ad-text: Ἱδρυθὲν τῷ 1883 — [645, 666, 741, 680]
article-paragraph: Μετατίθεται τῇ αἰτήσει των ἐναλλὰξ οἱ διδάσκαλοι Π. Τρικάλης τοῦ ἐν Ἀιγίου καὶ Κ. Αγγέλης τοῦ Β΄ ἐν Ἀθήναις Ἑλλην. σχολείου. — [301, 344, 551, 403]
article-paragraph: Ὁ ἐπιθεωρητὴς σταθμάρχης τῆς Θεσσαλίας ἐκοινοποίησε ὅτι μέτρα ἐλήφθησαν διὰ τὴν προφύλαξιν τῆς πόλεως. — [1207, 1859, 1384, 1917]
article-paragraph: —Ὁ ἀσθμολόγος κ. Γερ. Σταθάτος ἐγκατέστησεν τὸ ἰατρεῖον του εἰς τὴν ὁδὸν Ἀκαδημίας 49. — [561, 387, 825, 431]
